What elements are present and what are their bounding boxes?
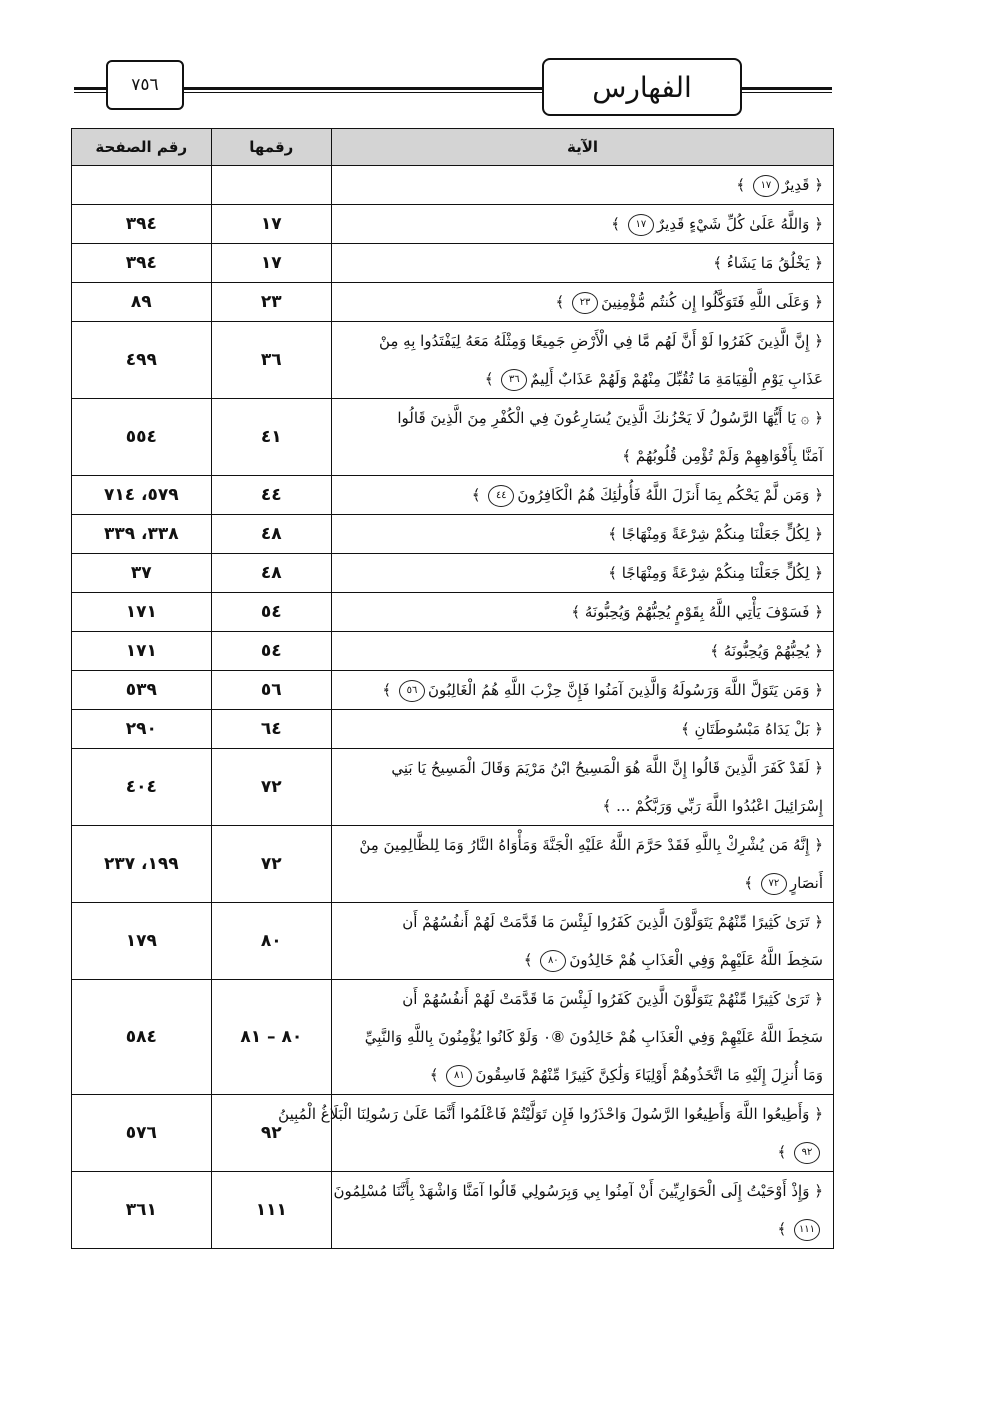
verse-text: وَاللَّهُ عَلَىٰ كُلِّ شَيْءٍ قَدِيرٌ	[656, 215, 810, 233]
table-row	[72, 903, 834, 980]
page-number-cell	[72, 166, 212, 205]
verse-line	[340, 1210, 823, 1248]
verse-text: سَخِطَ اللَّهُ عَلَيْهِمْ وَفِي الْعَذَابِ هُمْ خَالِدُونَ ⑧٠ وَلَوْ كَانُوا يُؤْمِنُونَ بِاللَّهِ وَالنَّبِيِّ	[364, 1028, 823, 1046]
verse-cell	[332, 515, 834, 554]
open-bracket: ﴿	[809, 759, 823, 777]
verse-text: فَسَوْفَ يَأْتِي اللَّهُ بِقَوْمٍ يُحِبُّهُمْ وَيُحِبُّونَهُ	[584, 603, 810, 621]
verse-line	[340, 1133, 823, 1171]
verse-cell	[332, 980, 834, 1095]
verse-text: بَلْ يَدَاهُ مَبْسُوطَتَانِ	[694, 720, 810, 738]
verse-line	[340, 244, 823, 282]
verse-line	[340, 980, 823, 1018]
table-row	[72, 205, 834, 244]
verse-number-mark: ٩٢	[794, 1142, 820, 1164]
verse-number-cell: ٤٤	[211, 476, 331, 515]
verse-cell	[332, 166, 834, 205]
open-bracket: ﴿	[809, 409, 823, 427]
verse-number-mark: ٣٦	[501, 369, 527, 391]
verse-number-cell: ٢٣	[211, 283, 331, 322]
verse-cell	[332, 749, 834, 826]
close-bracket: ﴾	[608, 525, 622, 543]
page-number-box	[106, 60, 184, 110]
verse-cell	[332, 826, 834, 903]
verse-cell	[332, 1172, 834, 1249]
open-bracket: ﴿	[809, 525, 823, 543]
table-row	[72, 1172, 834, 1249]
verse-text: ۞ يَا أَيُّهَا الرَّسُولُ لَا يَحْزُنكَ الَّذِينَ يُسَارِعُونَ فِي الْكُفْرِ مِنَ الَّذِينَ قَالُوا	[397, 409, 810, 427]
open-bracket: ﴿	[809, 564, 823, 582]
verse-text: وَمَن لَّمْ يَحْكُم بِمَا أَنزَلَ اللَّهُ فَأُولَٰئِكَ هُمُ الْكَافِرُونَ	[517, 486, 810, 504]
column-header-number: رقمها	[211, 129, 331, 166]
verse-line	[340, 322, 823, 360]
verse-cell	[332, 632, 834, 671]
verse-line	[340, 437, 823, 475]
verse-number-mark: ١٧	[628, 214, 654, 236]
page-number-cell: ١٧٩	[72, 903, 212, 980]
close-bracket: ﴾	[713, 254, 727, 272]
table-row	[72, 515, 834, 554]
verse-number-cell: ٧٢	[211, 749, 331, 826]
verse-line	[340, 166, 823, 204]
page-number-cell: ٥٥٤	[72, 399, 212, 476]
verse-text: لِكُلٍّ جَعَلْنَا مِنكُمْ شِرْعَةً وَمِنْهَاجًا	[621, 564, 810, 582]
table-body	[72, 166, 834, 1249]
close-bracket: ﴾	[571, 603, 585, 621]
table-row	[72, 593, 834, 632]
table-row	[72, 710, 834, 749]
page-number-cell: ٥٧٩، ٧١٤	[72, 476, 212, 515]
verse-cell	[332, 283, 834, 322]
verse-number-cell: ٣٦	[211, 322, 331, 399]
verse-number-cell: ٥٤	[211, 632, 331, 671]
verse-number-cell: ٤١	[211, 399, 331, 476]
verse-number-cell: ٥٦	[211, 671, 331, 710]
verse-number-cell: ١٧	[211, 244, 331, 283]
verse-line	[340, 360, 823, 398]
open-bracket: ﴿	[809, 254, 823, 272]
verse-number-mark: ٥٦	[399, 680, 425, 702]
verse-number-cell: ٦٤	[211, 710, 331, 749]
page-number-cell: ٣٩٤	[72, 205, 212, 244]
verse-text: وَإِذْ أَوْحَيْتُ إِلَى الْحَوَارِيِّينَ أَنْ آمِنُوا بِي وَبِرَسُولِي قَالُوا آمَنَّا وَاشْهَدْ بِأَنَّنَا مُسْلِمُونَ	[333, 1182, 810, 1200]
verse-index-table	[71, 128, 834, 1249]
close-bracket: ﴾	[471, 486, 486, 504]
verse-number-mark: ٧٢	[761, 873, 787, 895]
verse-number-mark: ١٧	[753, 175, 779, 197]
open-bracket: ﴿	[809, 836, 823, 854]
verse-cell	[332, 903, 834, 980]
open-bracket: ﴿	[809, 1182, 823, 1200]
verse-line	[340, 941, 823, 979]
close-bracket: ﴾	[744, 874, 758, 892]
verse-line	[340, 864, 823, 902]
verse-text: وَعَلَى اللَّهِ فَتَوَكَّلُوا إِن كُنتُم مُّؤْمِنِينَ	[601, 293, 810, 311]
table-row	[72, 632, 834, 671]
verse-text: لَقَدْ كَفَرَ الَّذِينَ قَالُوا إِنَّ اللَّهَ هُوَ الْمَسِيحُ ابْنُ مَرْيَمَ وَقَالَ الْمَسِيحُ يَا بَنِي	[391, 759, 810, 777]
verse-line	[340, 205, 823, 243]
page-number-cell: ٨٩	[72, 283, 212, 322]
verse-number-mark: ٨١	[446, 1065, 472, 1087]
close-bracket: ﴾	[484, 370, 499, 388]
page-number-cell: ٢٩٠	[72, 710, 212, 749]
open-bracket: ﴿	[809, 486, 823, 504]
close-bracket: ﴾	[622, 447, 636, 465]
verse-line	[340, 787, 823, 825]
verse-line	[340, 903, 823, 941]
verse-line	[340, 1056, 823, 1094]
verse-line	[333, 1172, 823, 1210]
page-number-cell: ١٩٩، ٢٣٧	[72, 826, 212, 903]
page-number-cell: ٥٣٩	[72, 671, 212, 710]
verse-text: إِنَّهُ مَن يُشْرِكْ بِاللَّهِ فَقَدْ حَرَّمَ اللَّهُ عَلَيْهِ الْجَنَّةَ وَمَأْوَاهُ النَّارُ وَمَا لِلظَّالِمِينَ مِنْ	[359, 836, 810, 854]
verse-cell	[332, 554, 834, 593]
verse-text: إِسْرَائِيلَ اعْبُدُوا اللَّهَ رَبِّي وَرَبَّكُمْ ...	[616, 797, 823, 815]
table-row	[72, 476, 834, 515]
open-bracket: ﴿	[809, 1105, 823, 1123]
verse-text: وَمَن يَتَوَلَّ اللَّهَ وَرَسُولَهُ وَالَّذِينَ آمَنُوا فَإِنَّ حِزْبَ اللَّهِ هُمُ الْغَالِبُونَ	[427, 681, 810, 699]
page-number-cell: ١٧١	[72, 632, 212, 671]
verse-number-cell: ١١١	[211, 1172, 331, 1249]
open-bracket: ﴿	[809, 913, 823, 931]
verse-text: تَرَىٰ كَثِيرًا مِّنْهُمْ يَتَوَلَّوْنَ الَّذِينَ كَفَرُوا لَبِئْسَ مَا قَدَّمَتْ لَهُمْ أَنفُسُهُمْ أَن	[402, 913, 810, 931]
close-bracket: ﴾	[777, 1143, 791, 1161]
open-bracket: ﴿	[809, 215, 823, 233]
verse-number-mark: ١١١	[794, 1219, 820, 1241]
close-bracket: ﴾	[523, 951, 538, 969]
open-bracket: ﴿	[809, 720, 823, 738]
verse-number-cell: ٤٨	[211, 515, 331, 554]
page-number-cell: ٤٩٩	[72, 322, 212, 399]
close-bracket: ﴾	[777, 1220, 791, 1238]
page-number-cell: ٣٣٨، ٣٣٩	[72, 515, 212, 554]
open-bracket: ﴿	[809, 332, 823, 350]
table-row	[72, 166, 834, 205]
column-header-verse: الآية	[332, 129, 834, 166]
verse-cell	[332, 322, 834, 399]
close-bracket: ﴾	[710, 642, 724, 660]
verse-text: وَأَطِيعُوا اللَّهَ وَأَطِيعُوا الرَّسُولَ وَاحْذَرُوا فَإِن تَوَلَّيْتُمْ فَاعْلَمُوا أَنَّمَا عَلَىٰ رَسُولِنَا الْبَلَاغُ الْمُبِينُ	[278, 1105, 810, 1123]
verse-cell	[332, 244, 834, 283]
page-number-cell: ٤٠٤	[72, 749, 212, 826]
close-bracket: ﴾	[608, 564, 622, 582]
verse-text: إِنَّ الَّذِينَ كَفَرُوا لَوْ أَنَّ لَهُم مَّا فِي الْأَرْضِ جَمِيعًا وَمِثْلَهُ مَعَهُ لِيَفْتَدُوا بِهِ مِنْ	[378, 332, 810, 350]
verse-cell	[332, 205, 834, 244]
verse-number-cell: ٧٢	[211, 826, 331, 903]
page-title: الفهارس	[592, 70, 692, 104]
verse-line	[340, 283, 823, 321]
close-bracket: ﴾	[680, 720, 695, 738]
table-row	[72, 749, 834, 826]
verse-line	[340, 1018, 823, 1056]
verse-line	[340, 554, 823, 592]
verse-line	[278, 1095, 823, 1133]
verse-line	[340, 515, 823, 553]
verse-number-cell: ٨٠ – ٨١	[211, 980, 331, 1095]
table-row	[72, 399, 834, 476]
verse-number-cell: ٨٠	[211, 903, 331, 980]
verse-cell	[332, 671, 834, 710]
page-number-cell: ٣٧	[72, 554, 212, 593]
open-bracket: ﴿	[809, 603, 823, 621]
verse-number-mark: ٢٣	[572, 292, 598, 314]
table-row	[72, 671, 834, 710]
close-bracket: ﴾	[602, 797, 617, 815]
page-number-cell: ٣٦١	[72, 1172, 212, 1249]
verse-cell	[332, 593, 834, 632]
page-number-cell: ١٧١	[72, 593, 212, 632]
verse-line	[340, 749, 823, 787]
verse-line	[340, 710, 823, 748]
verse-number-cell: ٩٢	[211, 1095, 331, 1172]
open-bracket: ﴿	[809, 176, 823, 194]
verse-line	[340, 476, 823, 514]
page-number-cell: ٥٨٤	[72, 980, 212, 1095]
verse-line	[340, 826, 823, 864]
close-bracket: ﴾	[736, 176, 750, 194]
verse-number-cell: ٤٨	[211, 554, 331, 593]
verse-text: أَنصَارٍ	[789, 874, 823, 892]
verse-text: سَخِطَ اللَّهُ عَلَيْهِمْ وَفِي الْعَذَابِ هُمْ خَالِدُونَ	[569, 951, 823, 969]
verse-cell	[332, 399, 834, 476]
verse-text: آمَنَّا بِأَفْوَاهِهِمْ وَلَمْ تُؤْمِن قُلُوبُهُمْ	[635, 447, 823, 465]
table-header-row	[72, 129, 834, 166]
open-bracket: ﴿	[809, 681, 823, 699]
verse-number-cell: ٥٤	[211, 593, 331, 632]
verse-text: عَذَابِ يَوْمِ الْقِيَامَةِ مَا تُقُبِّلَ مِنْهُمْ وَلَهُمْ عَذَابٌ أَلِيمٌ	[530, 370, 823, 388]
close-bracket: ﴾	[555, 293, 570, 311]
open-bracket: ﴿	[809, 642, 823, 660]
close-bracket: ﴾	[429, 1066, 444, 1084]
verse-number-cell: ١٧	[211, 205, 331, 244]
close-bracket: ﴾	[382, 681, 396, 699]
open-bracket: ﴿	[809, 990, 823, 1008]
verse-line	[340, 632, 823, 670]
column-header-page: رقم الصفحة	[72, 129, 212, 166]
open-bracket: ﴿	[809, 293, 823, 311]
verse-text: وَمَا أُنزِلَ إِلَيْهِ مَا اتَّخَذُوهُمْ أَوْلِيَاءَ وَلَٰكِنَّ كَثِيرًا مِّنْهُمْ فَاسِقُونَ	[475, 1066, 823, 1084]
page-number-cell: ٥٧٦	[72, 1095, 212, 1172]
verse-number-cell	[211, 166, 331, 205]
table-row	[72, 1095, 834, 1172]
verse-text: يُحِبُّهُمْ وَيُحِبُّونَهُ	[723, 642, 810, 660]
table-row	[72, 826, 834, 903]
verse-cell	[332, 476, 834, 515]
verse-text: لِكُلٍّ جَعَلْنَا مِنكُمْ شِرْعَةً وَمِنْهَاجًا	[621, 525, 810, 543]
table-row	[72, 980, 834, 1095]
verse-text: قَدِيرٌ	[781, 176, 810, 194]
verse-cell	[332, 710, 834, 749]
verse-cell	[278, 1095, 834, 1172]
verse-text: تَرَىٰ كَثِيرًا مِّنْهُمْ يَتَوَلَّوْنَ الَّذِينَ كَفَرُوا لَبِئْسَ مَا قَدَّمَتْ لَهُمْ أَنفُسُهُمْ أَن	[402, 990, 810, 1008]
page-title-box	[542, 58, 742, 116]
verse-line	[340, 671, 823, 709]
table-row	[72, 322, 834, 399]
table-row	[72, 283, 834, 322]
verse-text: يَخْلُقُ مَا يَشَاءُ	[726, 254, 810, 272]
verse-line	[340, 593, 823, 631]
table-row	[72, 554, 834, 593]
close-bracket: ﴾	[611, 215, 625, 233]
verse-number-mark: ٤٤	[488, 485, 514, 507]
page-number: ٧٥٦	[131, 75, 159, 95]
page-number-cell: ٣٩٤	[72, 244, 212, 283]
verse-line	[340, 399, 823, 437]
verse-number-mark: ٨٠	[540, 950, 566, 972]
table-row	[72, 244, 834, 283]
